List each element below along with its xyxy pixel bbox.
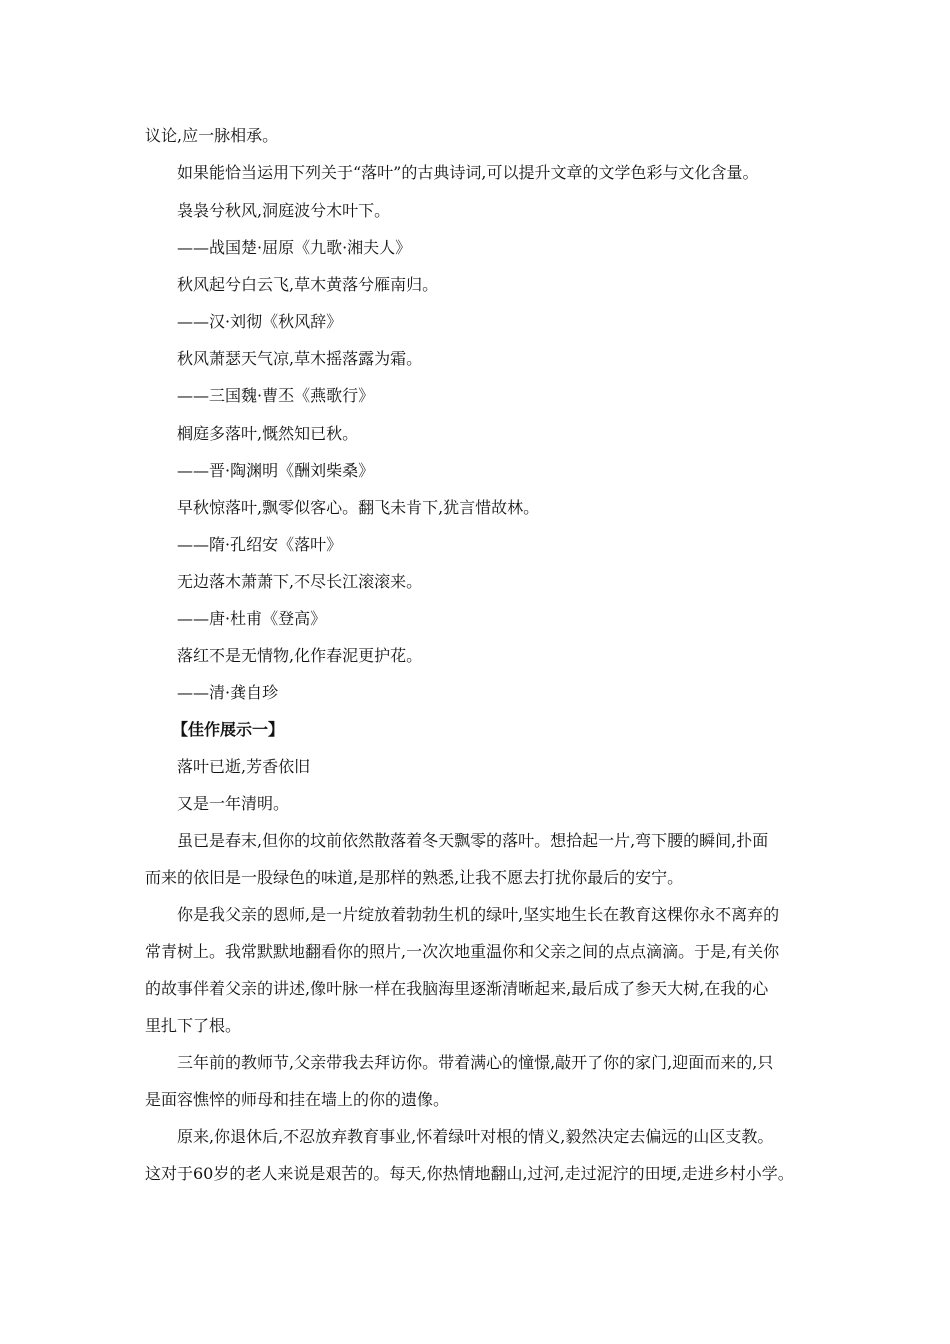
essay-line: 里扎下了根。 xyxy=(145,1016,242,1035)
essay-line: 常青树上。我常默默地翻看你的照片,一次次地重温你和父亲之间的点点滴滴。于是,有关你 xyxy=(145,942,780,961)
essay-line: 虽已是春末,但你的坟前依然散落着冬天飘零的落叶。想拾起一片,弯下腰的瞬间,扑面 xyxy=(177,831,769,850)
poem-verse: 榈庭多落叶,慨然知已秋。 xyxy=(177,424,359,443)
intro-tail: 议论,应一脉相承。 xyxy=(145,126,279,145)
poem-source: ——隋·孔绍安《落叶》 xyxy=(177,535,343,554)
essay-line: 是面容憔悴的师母和挂在墙上的你的遗像。 xyxy=(145,1090,450,1109)
essay-line: 的故事伴着父亲的讲述,像叶脉一样在我脑海里逐渐清晰起来,最后成了参天大树,在我的心 xyxy=(145,979,769,998)
poem-source: ——晋·陶渊明《酬刘柴桑》 xyxy=(177,461,375,480)
intro-paragraph: 如果能恰当运用下列关于“落叶”的古典诗词,可以提升文章的文学色彩与文化含量。 xyxy=(177,163,759,182)
poem-verse: 秋风萧瑟天气凉,草木摇落露为霜。 xyxy=(177,349,423,368)
essay-line: 这对于60岁的老人来说是艰苦的。每天,你热情地翻山,过河,走过泥泞的田埂,走进乡村小学。 xyxy=(145,1164,794,1183)
essay-line: 原来,你退休后,不忍放弃教育事业,怀着绿叶对根的情义,毅然决定去偏远的山区支教。 xyxy=(177,1127,774,1146)
poem-source: ——汉·刘彻《秋风辞》 xyxy=(177,312,343,331)
essay-line: 你是我父亲的恩师,是一片绽放着勃勃生机的绿叶,坚实地生长在教育这棵你永不离弃的 xyxy=(177,905,780,924)
poem-source: ——清·龚自珍 xyxy=(177,683,279,702)
poem-verse: 落红不是无情物,化作春泥更护花。 xyxy=(177,646,423,665)
section-heading: 【佳作展示一】 xyxy=(172,720,285,739)
poem-source: ——战国楚·屈原《九歌·湘夫人》 xyxy=(177,238,412,257)
poem-verse: 无边落木萧萧下,不尽长江滚滚来。 xyxy=(177,572,423,591)
poem-source: ——唐·杜甫《登高》 xyxy=(177,609,327,628)
poem-verse: 袅袅兮秋风,洞庭波兮木叶下。 xyxy=(177,201,391,220)
poem-verse: 秋风起兮白云飞,草木黄落兮雁南归。 xyxy=(177,275,439,294)
essay-line: 而来的依旧是一股绿色的味道,是那样的熟悉,让我不愿去打扰你最后的安宁。 xyxy=(145,868,684,887)
essay-line: 三年前的教师节,父亲带我去拜访你。带着满心的憧憬,敲开了你的家门,迎面而来的,只 xyxy=(177,1053,774,1072)
poem-source: ——三国魏·曹丕《燕歌行》 xyxy=(177,386,375,405)
essay-title: 落叶已逝,芳香依旧 xyxy=(177,757,311,776)
poem-verse: 早秋惊落叶,飘零似客心。翻飞未肯下,犹言惜故林。 xyxy=(177,498,540,517)
essay-line: 又是一年清明。 xyxy=(177,794,290,813)
